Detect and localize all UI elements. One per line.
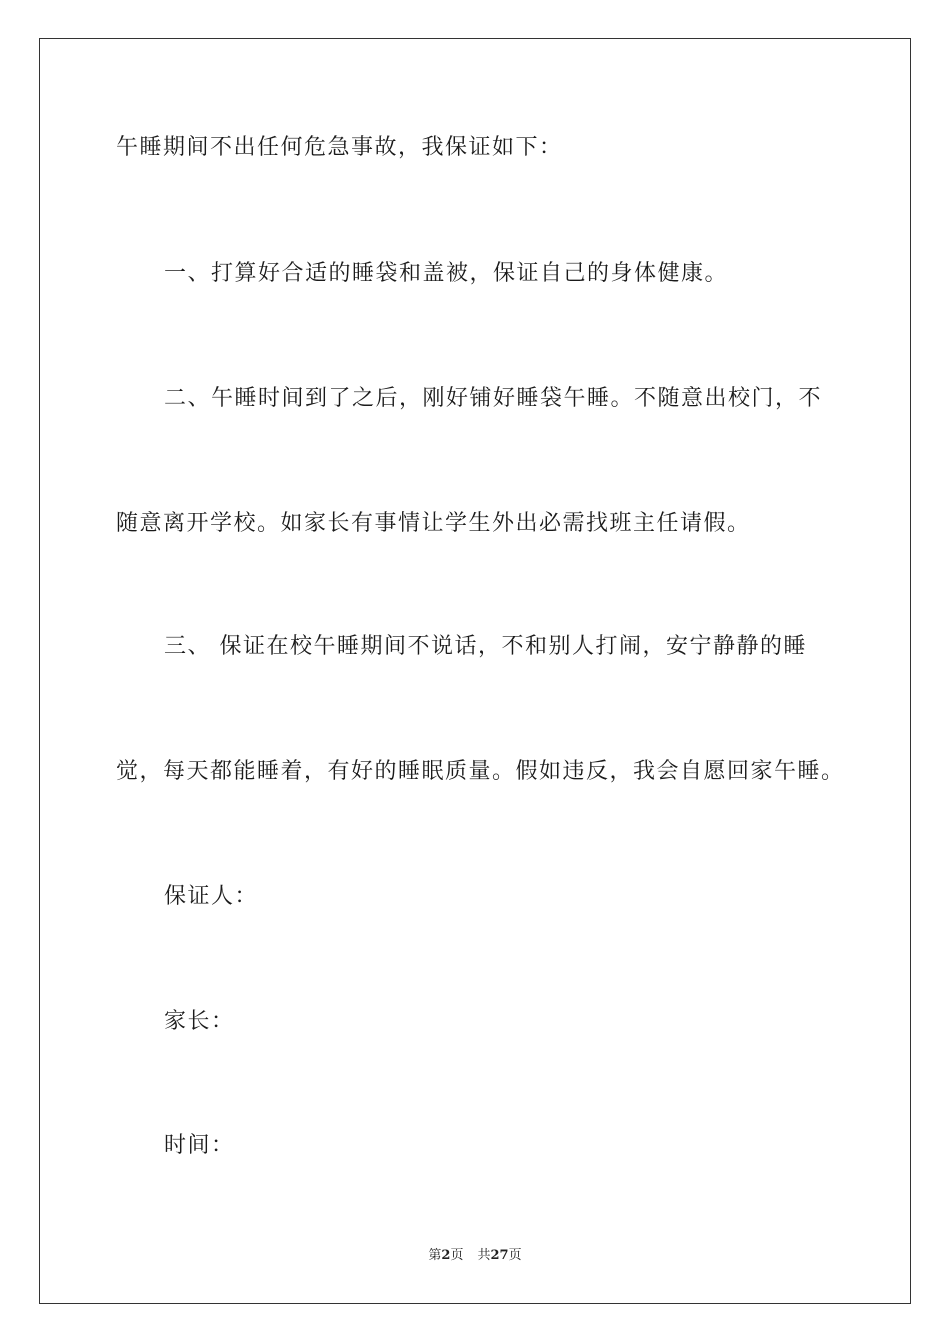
item-one-line: 一、打算好合适的睡袋和盖被，保证自己的身体健康。 [164,261,729,286]
page-frame [39,38,911,1304]
total-unit: 页 [508,1248,522,1263]
date-label: 时间： [164,1133,235,1158]
total-prefix: 共 [477,1248,491,1263]
guarantor-label: 保证人： [164,884,259,909]
page-unit: 页 [450,1248,464,1263]
parent-label: 家长： [164,1009,235,1034]
item-two-line-1: 二、午睡时间到了之后，刚好铺好睡袋午睡。不随意出校门，不 [164,386,823,411]
total-pages: 27 [490,1248,509,1263]
page-footer [0,1247,950,1265]
page-number: 2 [441,1248,451,1263]
item-two-line-2: 随意离开学校。如家长有事情让学生外出必需找班主任请假。 [116,511,751,536]
page-prefix: 第 [428,1248,442,1263]
item-three-line-2: 觉，每天都能睡着，有好的睡眠质量。假如违反，我会自愿回家午睡。 [116,759,845,784]
item-three-line-1: 三、 保证在校午睡期间不说话，不和别人打闹，安宁静静的睡 [164,634,807,659]
intro-line: 午睡期间不出任何危急事故，我保证如下： [116,135,563,160]
